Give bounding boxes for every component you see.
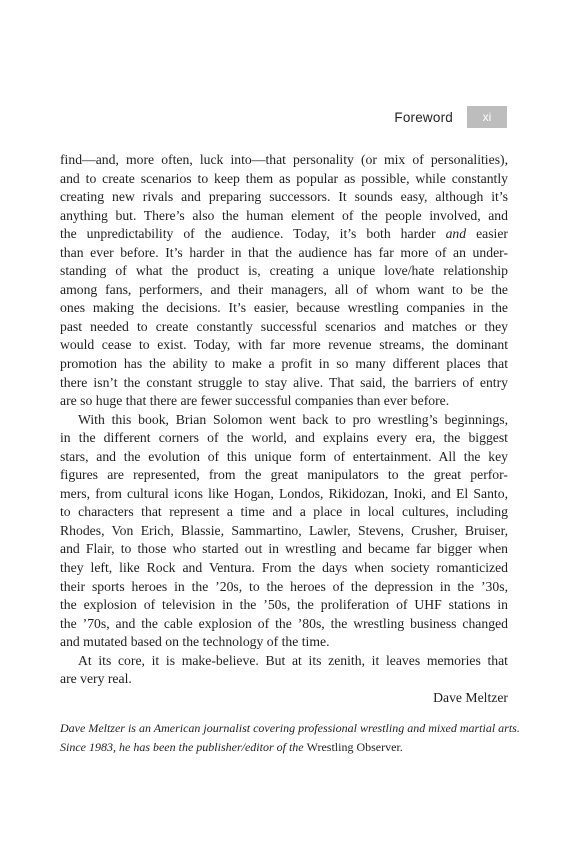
text-line: With this book, Brian Solomon went back to pro wrestling’s beginnings, xyxy=(78,411,508,427)
text-line: they left, like Rock and Ventura. From the days when society romanticized xyxy=(60,560,508,576)
text-line: and Flair, to those who started out in wrestling and became far bigger when xyxy=(60,541,508,557)
text-line: among fans, performers, and their managers, all of whom want to be the xyxy=(60,281,508,297)
paragraph-3 xyxy=(60,652,508,689)
paragraph-2 xyxy=(60,411,508,652)
text-line: are very real. xyxy=(60,671,132,687)
text-line: and to create scenarios to keep them as popular as possible, while constantly xyxy=(60,170,508,186)
text-line: ones making the decisions. It’s easier, because wrestling companies in the xyxy=(60,300,508,316)
text-line: At its core, it is make-believe. But at its zenith, it leaves memories that xyxy=(78,652,508,668)
text-line: there isn’t the constant struggle to stay alive. That said, the barriers of entry xyxy=(60,374,508,390)
text-segment: the unpredictability of the audience. Today, it’s both harder xyxy=(60,226,436,242)
text-line: the explosion of television in the ’50s, the proliferation of UHF stations in xyxy=(60,597,508,613)
text-line: creating new rivals and preparing successors. It sounds easy, although it’s xyxy=(60,189,508,205)
text-segment: easier xyxy=(476,226,508,242)
running-head-section: Foreword xyxy=(394,109,453,125)
text-line: and mutated based on the technology of the time. xyxy=(60,634,330,650)
text-line: find—and, more often, luck into—that personality (or mix of personalities), xyxy=(60,152,508,167)
text-line xyxy=(60,225,508,244)
text-line: standing of what the product is, creating a unique love/hate relationship xyxy=(60,263,508,279)
text-line: their sports heroes in the ’20s, to the heroes of the depression in the ’30s, xyxy=(60,578,508,594)
text-line: in the different corners of the world, and explains every era, the biggest xyxy=(60,430,508,446)
text-line: would cease to exist. Today, with far more revenue streams, the dominant xyxy=(60,337,508,353)
author-bio xyxy=(60,719,520,756)
text-line: the ’70s, and the cable explosion of the ’80s, the wrestling business changed xyxy=(60,615,508,631)
text-line: than ever before. It’s harder in that the audience has far more of an under- xyxy=(60,244,508,260)
text-line: anything but. There’s also the human element of the people involved, and xyxy=(60,207,508,223)
text-line: promotion has the ability to make a profit in so many different places that xyxy=(60,356,508,372)
page-number-badge: xi xyxy=(467,106,507,128)
text-line: Rhodes, Von Erich, Blassie, Sammartino, Lawler, Stevens, Crusher, Bruiser, xyxy=(60,522,508,538)
emphasis-and: and xyxy=(445,226,467,242)
text-line: mers, from cultural icons like Hogan, Londos, Rikidozan, Inoki, and El Santo, xyxy=(60,485,508,501)
text-line: are so huge that there are fewer successful companies than ever before. xyxy=(60,393,450,409)
publication-title: Wrestling Observer. xyxy=(306,739,403,754)
bio-text: Since 1983, he has been the publisher/editor of the xyxy=(60,739,304,754)
foreword-body xyxy=(60,151,508,707)
text-line: figures are represented, from the great manipulators to the great perfor- xyxy=(60,467,508,483)
bio-line: Dave Meltzer is an American journalist covering professional wrestling and mixed martial arts. xyxy=(60,721,520,735)
text-line: past needed to create constantly successful scenarios and matches or they xyxy=(60,318,508,334)
bio-line xyxy=(60,738,508,757)
running-head xyxy=(394,106,507,128)
text-line: to characters that represent a time and a place in local cultures, including xyxy=(60,504,508,520)
text-line: stars, and the evolution of this unique form of entertainment. All the key xyxy=(60,448,508,464)
paragraph-1 xyxy=(60,151,508,411)
author-signature: Dave Meltzer xyxy=(433,689,508,705)
